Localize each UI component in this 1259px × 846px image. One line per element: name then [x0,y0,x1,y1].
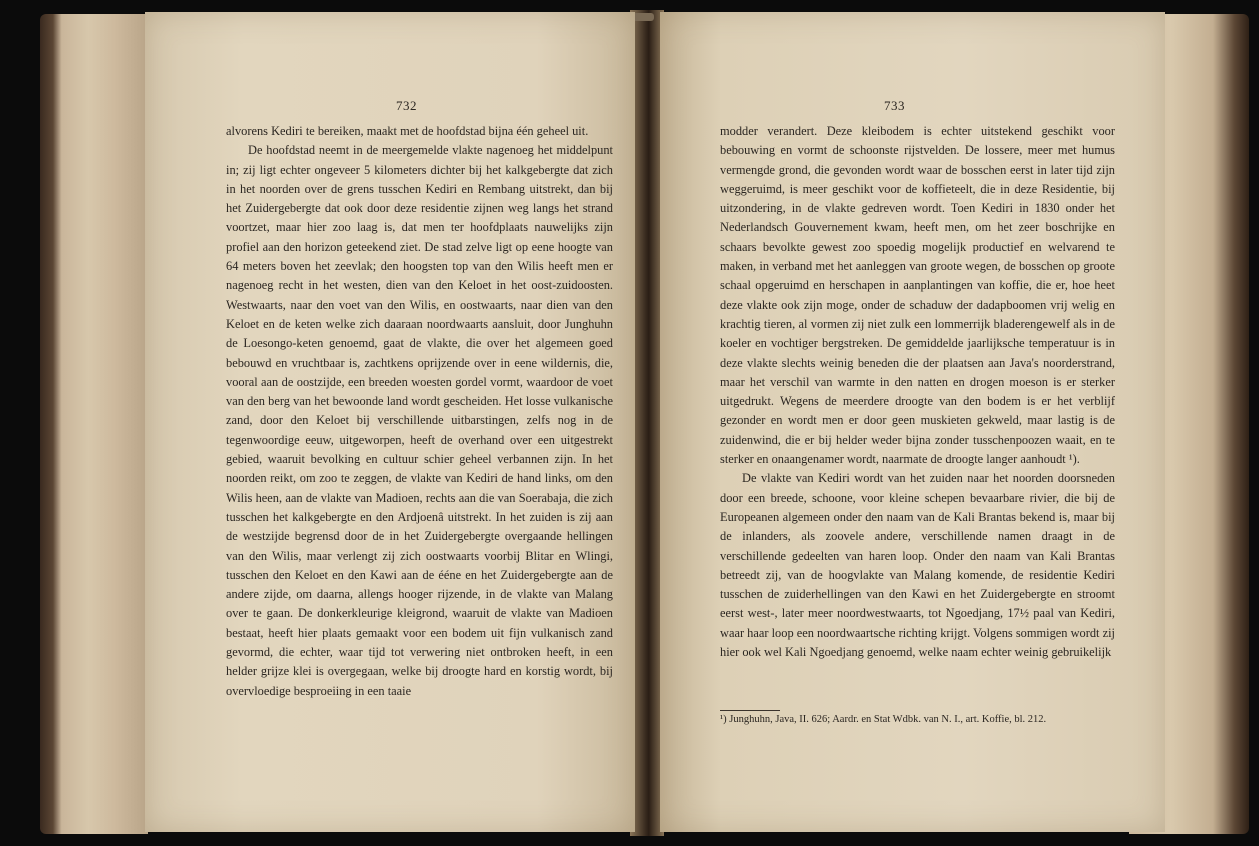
paragraph: De hoofdstad neemt in de meergemelde vlakte nagenoeg het middelpunt in; zij ligt echter ongeveer 5 kilometers dichter bij het kalkgebergte dat zich in het noorden over de grens tusschen Kediri en Rembang uitstrekt, dan bij het Zuidergebergte dat ook door deze residentie zijnen weg langs het strand voortzet, maar hier zoo laag is, dat men ter hoofdplaats nauwelijks zijn profiel aan den horizon geteekend ziet. De stad zelve ligt op eene hoogte van 64 meters boven het zeevlak; den hoogsten top van den Wilis heeft men er nagenoeg recht in het westen, dien van den Keloet in het oost-zuidoosten. Westwaarts, naar den voet van den Wilis, en oostwaarts, naar dien van den Keloet en de keten welke zich daaraan noordwaarts aansluit, door Junghuhn de Loesongo-keten genoemd, gaat de vlakte, die over het algemeen goed bebouwd en vruchtbaar is, zachtkens oprijzende over in eene wildernis, die, vooral aan de oostzijde, een breeden woesten gordel vormt, waardoor de voet van den berg van het bewoonde land wordt gescheiden. Het losse vulkanische zand, door den Keloet bij verschillende uitbarstingen, zelfs nog in de tegenwoordige eeuw, uitgeworpen, heeft de overhand over een uitgestrekt gebied, waaruit bevolking en cultuur schier geheel verbannen zijn. In het noorden reikt, om zoo te zeggen, de vlakte van Kediri de hand links, om den Wilis heen, aan de vlakte van Madioen, rechts aan die van Soerabaja, die zich tusschen het kalkgebergte en den Ardjoenâ uitstrekt. In het zuiden is zij aan de westzijde begrensd door de in het Zuidergebergte overgaande hellingen van den Wilis, maar verlengt zij zich oostwaarts voorbij Blitar en Wlingi, tusschen den Keloet en den Kawi aan de ééne en het Zuidergebergte aan de andere zijde, om daarna, allengs hooger rijzende, in de vlakte van Malang over te gaan. De donkerkleurige kleigrond, waaruit de vlakte van Madioen bestaat, heeft hier plaats gemaakt voor een bodem uit fijn vulkanisch zand gevormd, die echter, waar tijd tot verwering niet ontbroken heeft, in een helder grijze klei is overgegaan, welke bij droogte hard en korstig wordt, bij overvloedige besproeiing in een taaie [226,143,613,698]
paragraph: De vlakte van Kediri wordt van het zuiden naar het noorden doorsneden door een breede, schoone, voor kleine schepen bevaarbare rivier, die bij de Europeanen algemeen onder den naam van de Kali Brantas bekend is, maar bij de inlanders, als zoovele andere, verschillende namen draagt in de verschillende gedeelten van haren loop. Onder den naam van Kali Brantas betreedt zij, van de hoogvlakte van Malang komende, de residentie Kediri tusschen de zuiderhellingen van den Kawi en het Zuidergebergte en stroomt eerst west-, later meer noordwestwaarts, tot Ngoedjang, 17½ paal van Kediri, waar haar loop een noordwaartsche richting krijgt. Volgens sommigen wordt zij hier ook wel Kali Ngoedjang genoemd, welke naam echter weinig gebruikelijk [720,471,1115,660]
paragraph: modder verandert. Deze kleibodem is echter uitstekend geschikt voor bebouwing en vormt de schoonste rijstvelden. De lossere, meer met humus vermengde grond, die gevonden wordt waar de bosschen eerst in later tijd zijn weggeruimd, is meer geschikt voor de koffieteelt, die in deze Residentie, bij uitzondering, in de vlakte gedreven wordt. Toen Kediri in 1830 onder het Nederlandsch Gouvernement kwam, heeft men, om het zeer boschrijke en schaars bevolkte gewest zoo spoedig mogelijk productief en welvarend te maken, in verband met het aanleggen van groote wegen, de bosschen op groote schaal opgeruimd en herschapen in aanplantingen van koffie, die er, hoe heet deze vlakte ook zijn moge, onder de schaduw der dadapboomen vrij welig en krachtig tieren, al vormen zij niet zulk een lommerrijk bladerengewelf als in de koeler en vochtiger bergstreken. De gemiddelde jaarlijksche temperatuur is in deze vlakte slechts weinig beneden die der plaatsen aan Java's noorderstrand, maar het verschil van warmte in den natten en drogen moeson is er sterker uitgedrukt. Wegens de meerdere droogte van den bodem is er het verblijf gezonder en wordt men er door geen muskieten gekweld, maar lastig is de zuidenwind, die er bij helder weder bijna zonder tusschenpoozen waait, en te sterker en onaangenamer wordt, naarmate de droogte langer aanhoudt ¹). [720,124,1115,467]
left-page-body [226,122,613,701]
paragraph: alvorens Kediri te bereiken, maakt met de hoofdstad bijna één geheel uit. [226,124,589,138]
left-page-number: 732 [396,98,417,113]
footnote-rule [720,710,780,711]
book-edge-left [40,14,148,834]
book-gutter [630,10,664,836]
right-page-number: 733 [884,98,905,113]
footnote: ¹) Junghuhn, Java, II. 626; Aardr. en Stat Wdbk. van N. I., art. Koffie, bl. 212. [720,714,1047,725]
right-page-body [720,122,1115,662]
